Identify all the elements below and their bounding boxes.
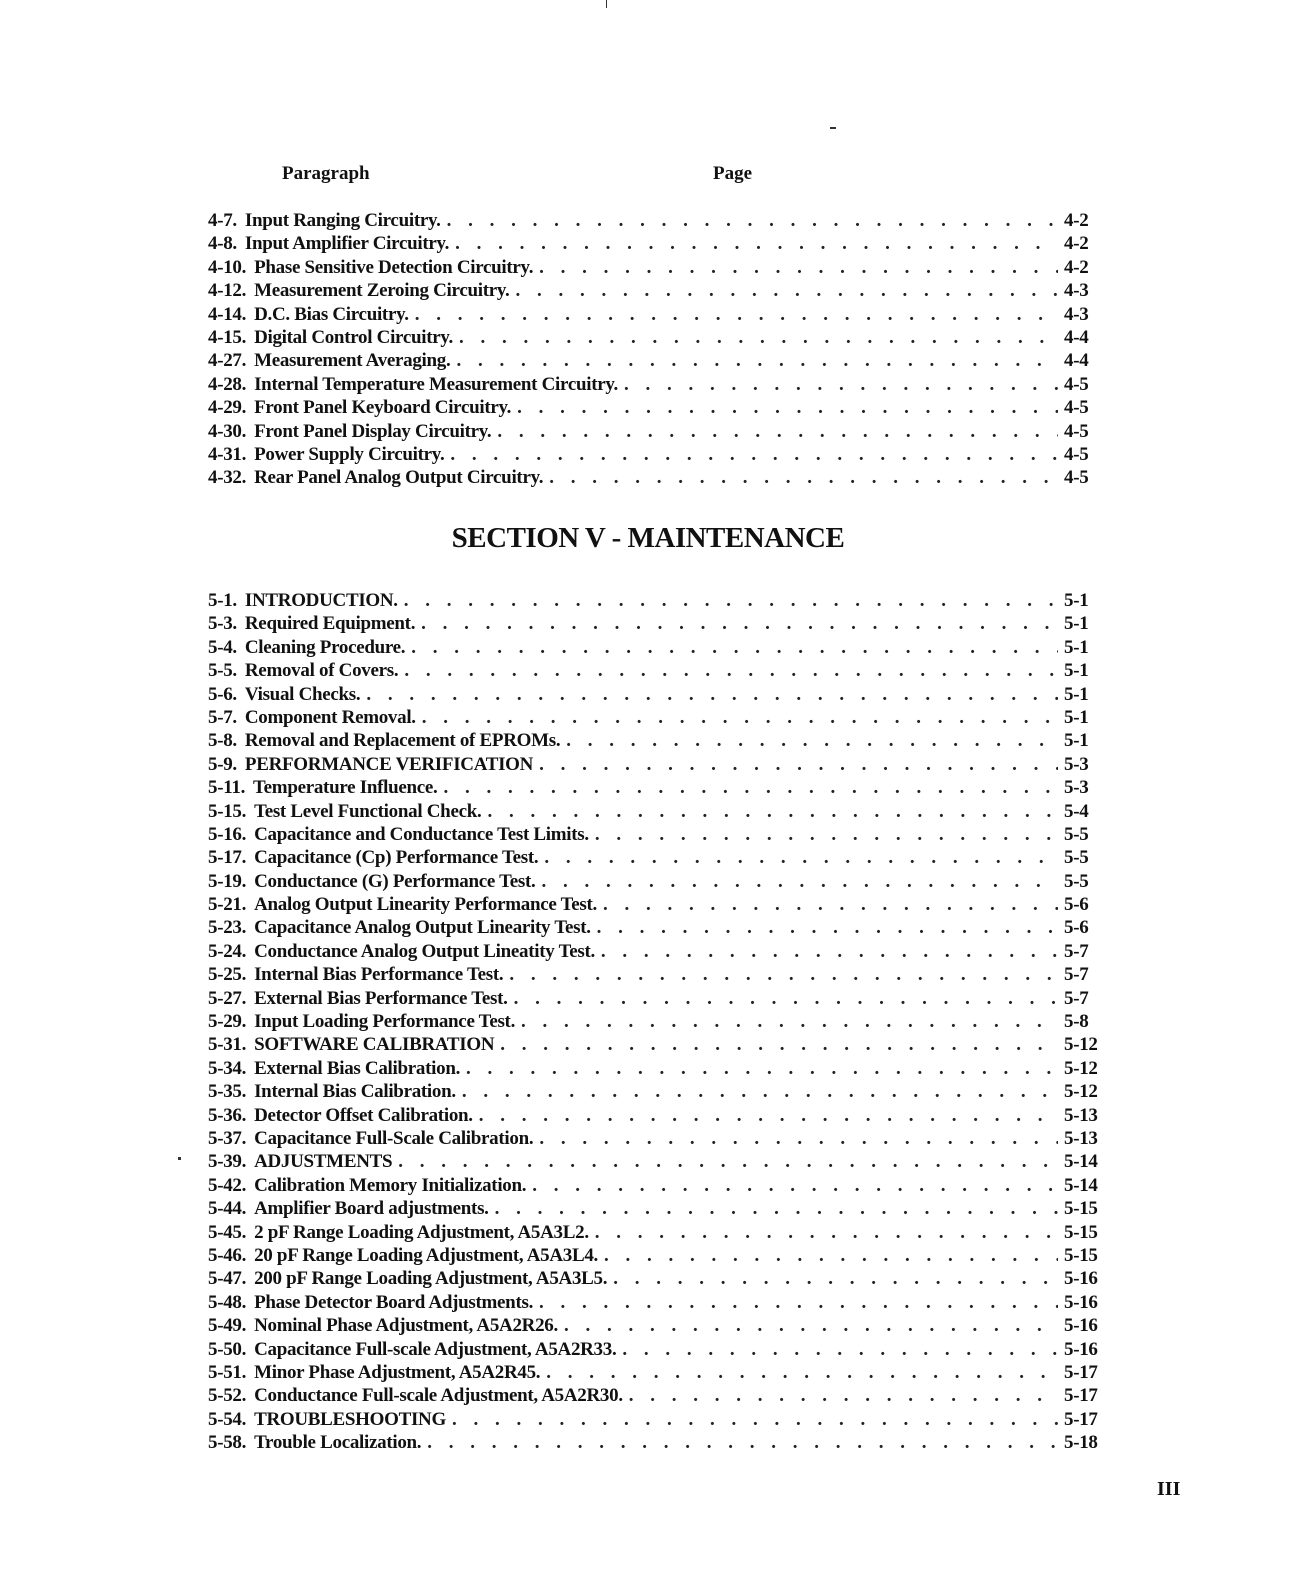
section-5-heading: SECTION V - MAINTENANCE [451, 522, 845, 554]
toc-entry-title: Measurement Zeroing Circuitry. [254, 280, 510, 302]
toc-entry-number: 4-12. [208, 280, 247, 302]
toc-entry-number: 5-36. [208, 1104, 247, 1126]
dot-leader [539, 1292, 1058, 1314]
toc-entry-title: Required Equipment. [244, 613, 416, 635]
toc-entry [208, 941, 1108, 964]
toc-entry [208, 847, 1108, 870]
toc-entry-title: TROUBLESHOOTING [254, 1408, 446, 1430]
toc-entry [208, 1315, 1108, 1338]
dot-leader [427, 1432, 1058, 1454]
dot-leader [466, 1058, 1058, 1080]
toc-entry [208, 467, 1108, 490]
dot-leader [613, 1268, 1058, 1290]
toc-entry [208, 964, 1108, 987]
toc-entry-title: Conductance Full-scale Adjustment, A5A2R30. [254, 1385, 623, 1407]
toc-entry [208, 350, 1108, 373]
toc-entry-title: 2 pF Range Loading Adjustment, A5A3L2. [254, 1221, 589, 1243]
toc-entry-page: 5-17 [1064, 1385, 1098, 1407]
toc-entry-page: 5-1 [1064, 706, 1089, 728]
toc-entry-title: Front Panel Keyboard Circuitry. [254, 397, 512, 419]
toc-entry-number: 4-7. [208, 210, 237, 231]
dot-leader [604, 1245, 1058, 1267]
toc-entry-title: Input Ranging Circuitry. [244, 210, 441, 231]
toc-entry-number: 5-47. [208, 1268, 247, 1290]
toc-entry-title: 20 pF Range Loading Adjustment, A5A3L4. [254, 1244, 598, 1266]
page-column-header: Page [713, 163, 753, 184]
toc-entry-page: 4-5 [1064, 397, 1089, 419]
dot-leader [622, 1339, 1058, 1361]
dot-leader [422, 707, 1058, 729]
toc-entry-number: 5-46. [208, 1244, 247, 1266]
toc-entry [208, 660, 1108, 683]
toc-entry [208, 707, 1108, 730]
toc-entry [208, 1362, 1108, 1385]
toc-entry [208, 233, 1108, 256]
dot-leader [509, 964, 1058, 986]
toc-entry-title: PERFORMANCE VERIFICATION [244, 753, 534, 775]
toc-entry-number: 5-50. [208, 1338, 247, 1360]
dot-leader [450, 444, 1058, 466]
dot-leader [500, 1034, 1058, 1056]
toc-entry [208, 1151, 1108, 1174]
toc-entry [208, 801, 1108, 824]
toc-entry [208, 1245, 1108, 1268]
toc-entry-page: 5-7 [1064, 940, 1089, 962]
toc-entry-title: Calibration Memory Initialization. [254, 1174, 527, 1196]
toc-entry-number: 5-52. [208, 1385, 247, 1407]
toc-entry-page: 5-7 [1064, 987, 1089, 1009]
toc-entry-title: Minor Phase Adjustment, A5A2R45. [254, 1361, 541, 1383]
dot-leader [532, 1175, 1058, 1197]
toc-entry-title: Cleaning Procedure. [244, 636, 406, 658]
toc-entry-title: Conductance (G) Performance Test. [254, 870, 536, 892]
toc-entry-page: 5-5 [1064, 823, 1089, 845]
toc-entry-number: 5-25. [208, 964, 247, 986]
toc-entry-number: 5-21. [208, 894, 247, 916]
toc-entry-number: 4-8. [208, 233, 237, 255]
dot-leader [456, 350, 1058, 372]
dot-leader [404, 660, 1058, 682]
dot-leader [455, 233, 1058, 255]
toc-entry-page: 5-1 [1064, 613, 1089, 635]
toc-entry-page: 4-5 [1064, 467, 1089, 489]
toc-entry [208, 684, 1108, 707]
toc-entry-title: Analog Output Linearity Performance Test. [254, 894, 597, 916]
toc-entry-page: 5-16 [1064, 1338, 1098, 1360]
dot-leader [595, 824, 1058, 846]
toc-entry-page: 5-4 [1064, 800, 1089, 822]
toc-entry-number: 5-31. [208, 1034, 247, 1056]
toc-entry [208, 1034, 1108, 1057]
toc-entry-title: 200 pF Range Loading Adjustment, A5A3L5. [254, 1268, 608, 1290]
toc-entry-page: 4-3 [1064, 280, 1089, 302]
toc-entry-number: 4-31. [208, 443, 247, 465]
toc-entry-title: Conductance Analog Output Lineatity Test. [254, 940, 595, 962]
toc-entry-number: 5-5. [208, 660, 237, 682]
toc-entry-number: 5-44. [208, 1198, 247, 1220]
dot-leader [462, 1081, 1058, 1103]
toc-entry-title: Power Supply Circuitry. [254, 443, 445, 465]
toc-entry-page: 5-5 [1064, 870, 1089, 892]
toc-entry-title: Capacitance Analog Output Linearity Test. [254, 917, 591, 939]
toc-entry-page: 5-3 [1064, 753, 1089, 775]
toc-entry-number: 5-48. [208, 1291, 247, 1313]
toc-entry-title: Internal Bias Calibration. [254, 1081, 456, 1103]
toc-entry-number: 5-51. [208, 1361, 247, 1383]
toc-entry-page: 5-13 [1064, 1127, 1098, 1149]
toc-entry [208, 1198, 1108, 1221]
scan-speck [606, 0, 607, 8]
dot-leader [443, 777, 1058, 799]
toc-entry-title: Capacitance and Conductance Test Limits. [254, 823, 589, 845]
toc-entry-page: 4-3 [1064, 303, 1089, 325]
toc-entry-number: 5-1. [208, 590, 237, 611]
toc-entry-page: 5-16 [1064, 1268, 1098, 1290]
toc-entry [208, 444, 1108, 467]
toc-entry-page: 5-14 [1064, 1151, 1098, 1173]
toc-entry-title: Amplifier Board adjustments. [254, 1198, 489, 1220]
toc-entry [208, 1175, 1108, 1198]
scan-speck [178, 1157, 181, 1160]
toc-entry-page: 5-14 [1064, 1174, 1098, 1196]
toc-entry [208, 257, 1108, 280]
toc-entry-title: D.C. Bias Circuitry. [254, 303, 409, 325]
toc-entry [208, 917, 1108, 940]
toc-entry [208, 1011, 1108, 1034]
toc-entry [208, 894, 1108, 917]
toc-entry-title: Phase Detector Board Adjustments. [254, 1291, 534, 1313]
dot-leader [411, 637, 1058, 659]
toc-entry-number: 5-54. [208, 1408, 247, 1430]
toc-entry [208, 988, 1108, 1011]
dot-leader [497, 421, 1058, 443]
toc-entry [208, 1105, 1108, 1128]
toc-entry [208, 1222, 1108, 1245]
scan-speck [830, 127, 836, 129]
dot-leader [447, 210, 1058, 232]
toc-entry-title: Rear Panel Analog Output Circuitry. [254, 467, 544, 489]
section-5-toc-list [208, 590, 1108, 1455]
toc-entry [208, 1385, 1108, 1408]
toc-entry-title: External Bias Calibration. [254, 1057, 461, 1079]
toc-entry-number: 5-15. [208, 800, 247, 822]
dot-leader [515, 280, 1058, 302]
toc-entry-page: 5-12 [1064, 1034, 1098, 1056]
toc-entry-number: 5-19. [208, 870, 247, 892]
toc-entry-number: 4-32. [208, 467, 247, 489]
toc-entry-number: 4-29. [208, 397, 247, 419]
toc-entry-title: INTRODUCTION. [244, 590, 398, 611]
toc-entry-number: 5-49. [208, 1315, 247, 1337]
toc-entry-title: Front Panel Display Circuitry. [254, 420, 492, 442]
toc-entry [208, 421, 1108, 444]
toc-entry-number: 5-34. [208, 1057, 247, 1079]
toc-entry-number: 4-10. [208, 256, 247, 278]
toc-entry-page: 5-1 [1064, 590, 1089, 611]
toc-entry-number: 4-28. [208, 373, 247, 395]
toc-entry [208, 777, 1108, 800]
dot-leader [597, 917, 1058, 939]
toc-entry-page: 5-6 [1064, 917, 1089, 939]
toc-entry-title: Temperature Influence. [253, 777, 438, 799]
toc-entry-title: Digital Control Circuitry. [254, 326, 453, 348]
dot-leader [566, 730, 1058, 752]
toc-entry [208, 1081, 1108, 1104]
dot-leader [541, 871, 1058, 893]
dot-leader [479, 1105, 1058, 1127]
toc-entry-number: 5-42. [208, 1174, 247, 1196]
toc-entry-title: Detector Offset Calibration. [254, 1104, 473, 1126]
toc-entry-page: 5-18 [1064, 1432, 1098, 1454]
toc-entry [208, 1432, 1108, 1455]
toc-entry-number: 5-35. [208, 1081, 247, 1103]
dot-leader [603, 894, 1058, 916]
toc-entry-number: 5-7. [208, 706, 237, 728]
toc-entry-title: SOFTWARE CALIBRATION [254, 1034, 495, 1056]
toc-entry-page: 5-16 [1064, 1291, 1098, 1313]
toc-entry [208, 1292, 1108, 1315]
dot-leader [601, 941, 1058, 963]
toc-entry-title: Input Amplifier Circuitry. [244, 233, 450, 255]
toc-entry [208, 637, 1108, 660]
toc-entry-title: Component Removal. [244, 706, 416, 728]
toc-entry-title: Capacitance Full-scale Adjustment, A5A2R33. [254, 1338, 617, 1360]
toc-entry-number: 5-11. [208, 777, 246, 799]
toc-entry-page: 5-6 [1064, 894, 1089, 916]
toc-entry-number: 5-39. [208, 1151, 247, 1173]
dot-leader [629, 1385, 1058, 1407]
toc-entry [208, 730, 1108, 753]
toc-entry-page: 4-5 [1064, 443, 1089, 465]
toc-entry-title: Phase Sensitive Detection Circuitry. [254, 256, 534, 278]
dot-leader [487, 801, 1058, 823]
toc-entry-page: 4-4 [1064, 350, 1089, 372]
dot-leader [624, 374, 1058, 396]
toc-entry-page: 5-5 [1064, 847, 1089, 869]
toc-entry-title: Test Level Functional Check. [254, 800, 482, 822]
toc-entry [208, 613, 1108, 636]
toc-entry-page: 4-4 [1064, 326, 1089, 348]
toc-entry [208, 871, 1108, 894]
dot-leader [539, 1128, 1058, 1150]
toc-entry [208, 210, 1108, 233]
toc-entry-page: 4-5 [1064, 373, 1089, 395]
dot-leader [514, 988, 1058, 1010]
dot-leader [415, 304, 1058, 326]
toc-entry-page: 5-7 [1064, 964, 1089, 986]
toc-entry [208, 304, 1108, 327]
dot-leader [539, 257, 1058, 279]
toc-entry-page: 5-15 [1064, 1221, 1098, 1243]
toc-entry-number: 5-6. [208, 683, 237, 705]
toc-entry [208, 590, 1108, 613]
toc-entry [208, 374, 1108, 397]
toc-entry-number: 5-4. [208, 636, 237, 658]
toc-entry-number: 5-45. [208, 1221, 247, 1243]
toc-entry [208, 280, 1108, 303]
toc-entry-page: 4-2 [1064, 233, 1089, 255]
toc-entry-title: ADJUSTMENTS [254, 1151, 393, 1173]
toc-entry-page: 5-13 [1064, 1104, 1098, 1126]
toc-entry-page: 5-17 [1064, 1361, 1098, 1383]
dot-leader [421, 613, 1058, 635]
dot-leader [564, 1315, 1058, 1337]
toc-entry-title: Input Loading Performance Test. [254, 1011, 516, 1033]
toc-entry-page: 5-8 [1064, 1011, 1089, 1033]
toc-entry-title: Internal Temperature Measurement Circuitry. [254, 373, 618, 395]
toc-entry-title: Removal and Replacement of EPROMs. [244, 730, 561, 752]
toc-entry-page: 5-1 [1064, 636, 1089, 658]
toc-entry-page: 5-12 [1064, 1081, 1098, 1103]
toc-entry [208, 397, 1108, 420]
dot-leader [366, 684, 1058, 706]
toc-entry-page: 5-16 [1064, 1315, 1098, 1337]
toc-entry-number: 5-58. [208, 1432, 247, 1454]
toc-entry-page: 5-12 [1064, 1057, 1098, 1079]
toc-entry-number: 5-37. [208, 1127, 247, 1149]
toc-entry [208, 754, 1108, 777]
dot-leader [544, 847, 1058, 869]
dot-leader [398, 1151, 1058, 1173]
dot-leader [459, 327, 1058, 349]
toc-entry [208, 1128, 1108, 1151]
dot-leader [546, 1362, 1058, 1384]
toc-entry-number: 5-17. [208, 847, 247, 869]
toc-entry-page: 5-17 [1064, 1408, 1098, 1430]
toc-entry [208, 1339, 1108, 1362]
toc-entry-number: 5-24. [208, 940, 247, 962]
toc-entry-page: 5-1 [1064, 660, 1089, 682]
dot-leader [549, 467, 1058, 489]
toc-entry [208, 1409, 1108, 1432]
toc-entry-title: Internal Bias Performance Test. [254, 964, 504, 986]
toc-entry-title: Visual Checks. [244, 683, 361, 705]
page-number: III [1157, 1478, 1181, 1500]
toc-entry [208, 327, 1108, 350]
toc-entry-page: 5-15 [1064, 1244, 1098, 1266]
toc-entry-number: 5-29. [208, 1011, 247, 1033]
toc-entry-page: 5-1 [1064, 730, 1089, 752]
dot-leader [595, 1222, 1058, 1244]
toc-entry-number: 4-14. [208, 303, 247, 325]
toc-entry-title: Measurement Averaging. [254, 350, 451, 372]
dot-leader [517, 397, 1058, 419]
toc-entry-page: 5-3 [1064, 777, 1089, 799]
toc-entry-title: Removal of Covers. [244, 660, 399, 682]
toc-entry-number: 5-16. [208, 823, 247, 845]
toc-entry-page: 4-2 [1064, 256, 1089, 278]
toc-entry-page: 5-15 [1064, 1198, 1098, 1220]
toc-entry-title: Capacitance (Cp) Performance Test. [254, 847, 539, 869]
dot-leader [404, 590, 1058, 612]
dot-leader [539, 754, 1058, 776]
toc-entry-number: 5-3. [208, 613, 237, 635]
toc-entry-number: 4-15. [208, 326, 247, 348]
toc-entry [208, 824, 1108, 847]
toc-entry-page: 4-2 [1064, 210, 1089, 231]
dot-leader [521, 1011, 1058, 1033]
toc-entry [208, 1058, 1108, 1081]
toc-entry-number: 4-27. [208, 350, 247, 372]
dot-leader [452, 1409, 1058, 1431]
toc-entry-number: 4-30. [208, 420, 247, 442]
toc-entry-title: Nominal Phase Adjustment, A5A2R26. [254, 1315, 558, 1337]
toc-entry-page: 5-1 [1064, 683, 1089, 705]
toc-entry [208, 1268, 1108, 1291]
toc-entry-title: External Bias Performance Test. [254, 987, 508, 1009]
toc-entry-number: 5-23. [208, 917, 247, 939]
paragraph-column-header: Paragraph [282, 163, 370, 184]
section-4-toc-list [208, 210, 1108, 491]
toc-entry-page: 4-5 [1064, 420, 1089, 442]
dot-leader [495, 1198, 1058, 1220]
toc-entry-number: 5-9. [208, 753, 237, 775]
toc-entry-title: Capacitance Full-Scale Calibration. [254, 1127, 534, 1149]
toc-entry-number: 5-8. [208, 730, 237, 752]
toc-entry-number: 5-27. [208, 987, 247, 1009]
toc-entry-title: Trouble Localization. [254, 1432, 422, 1454]
